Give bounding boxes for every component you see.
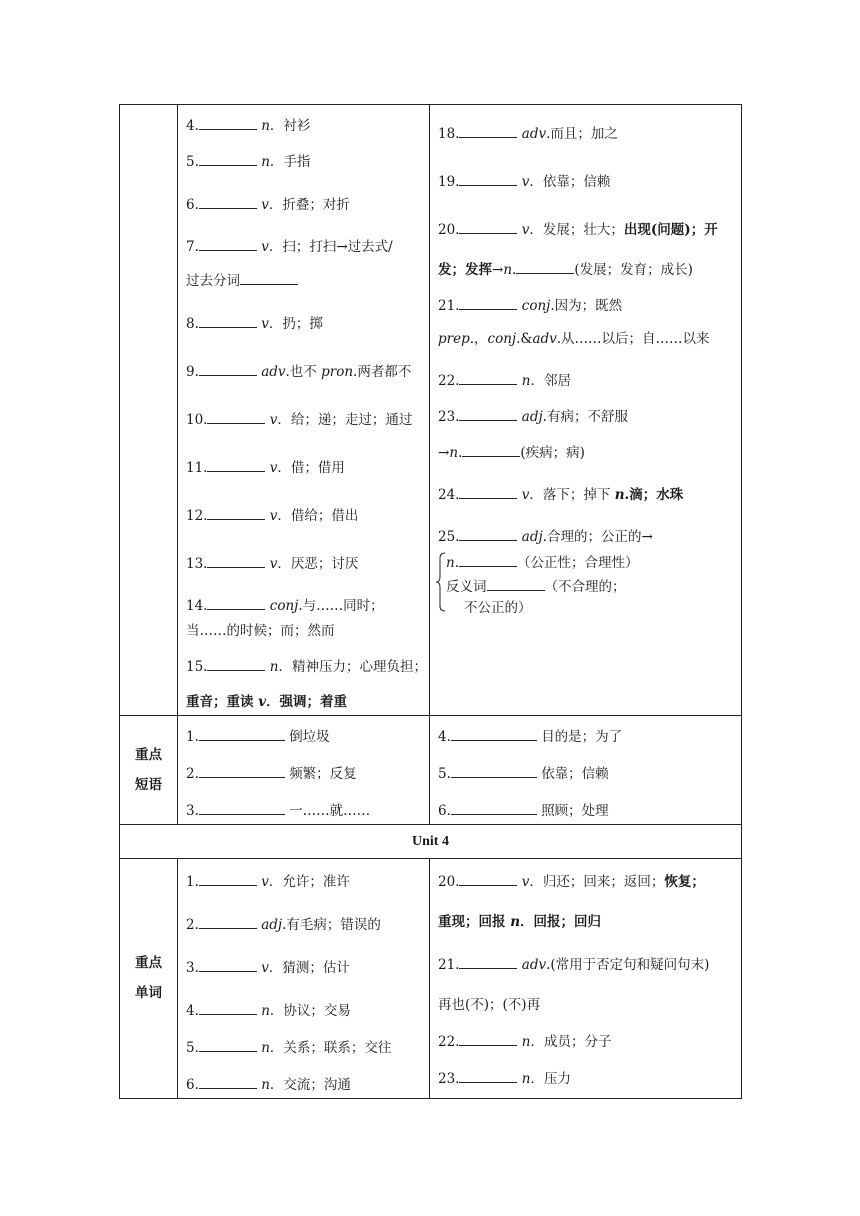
list-item: 9. adv.也不 pron.两者都不 [186,361,423,381]
list-item: 24. v．落下；掉下 n.滴；水珠 [438,484,735,504]
list-item: 3. v．猜测；估计 [186,957,423,977]
list-item: 5. n．手指 [186,151,423,171]
list-item: 22. n．邻居 [438,370,735,390]
brace-line-2: 反义词 （不合理的； [446,576,735,596]
unit3-phrases-right [430,716,742,825]
unit4-words-row [120,859,742,1099]
derivation-brace-group [438,552,735,617]
unit4-words-left [178,859,430,1099]
list-item: 12. v．借给；借出 [186,505,423,525]
list-item: 13. v．厌恶；讨厌 [186,553,423,573]
unit4-header-row [120,825,742,859]
unit3-words-right [430,105,742,716]
list-item: 4. n．衬衫 [186,115,423,135]
unit4-words-label: 重点单词 [120,859,178,1099]
list-item: 3. 一……就…… [186,800,423,820]
unit3-phrases-row [120,716,742,825]
list-item: 5. n．关系；联系；交往 [186,1037,423,1057]
list-item: 11. v．借；借用 [186,457,423,477]
list-item: 10. v．给；递；走过；通过 [186,409,423,429]
list-item-continuation: 再也(不)；(不)再 [438,997,541,1013]
unit3-words-left [178,105,430,716]
list-item: 23. adj.有病；不舒服 [438,406,735,426]
list-item: 19. v．依靠；信赖 [438,171,735,191]
brace-line-3: 不公正的） [464,600,532,616]
list-item-continuation: 重音；重读 v．强调；着重 [186,694,348,710]
unit3-phrases-label: 重点短语 [120,716,178,825]
list-item: 7. v．扫；打扫→过去式/ [186,236,423,256]
list-item: 2. adj.有毛病；错误的 [186,914,423,934]
list-item: 14. conj.与……同时； [186,595,423,615]
list-item: 21. adv.(常用于否定句和疑问句末) [438,954,735,974]
list-item-continuation: 过去分词 [186,270,423,290]
list-item: 25. adj.合理的；公正的→ [438,526,735,546]
list-item: 8. v．扔；掷 [186,313,423,333]
list-item-continuation: 重现；回报 n．回报；回归 [438,914,602,930]
unit4-title: Unit 4 [120,825,742,859]
unit3-words-label-cell [120,105,178,716]
list-item: 22. n．成员；分子 [438,1031,735,1051]
list-item: 4. n．协议；交易 [186,1000,423,1020]
list-item-continuation: prep.，conj.&adv.从……以后；自……以来 [438,331,710,347]
list-item-continuation: 当……的时候；而；然而 [186,623,335,639]
list-item: 4. 目的是；为了 [438,726,735,746]
list-item: 5. 依靠；信赖 [438,763,735,783]
list-item: 6. 照顾；处理 [438,800,735,820]
unit3-phrases-left [178,716,430,825]
brace-line-1: n. （公正性；合理性） [446,552,735,572]
list-item: 18. adv.而且；加之 [438,123,735,143]
list-item: 20. v．归还；回来；返回；恢复； [438,871,735,891]
list-item: 21. conj.因为；既然 [438,295,735,315]
list-item: 23. n．压力 [438,1068,735,1088]
left-brace-icon [436,552,446,612]
vocabulary-table [119,104,742,1099]
list-item: 2. 频繁；反复 [186,763,423,783]
list-item: 15. n．精神压力；心理负担； [186,656,423,676]
list-item-continuation: →n. (疾病；病) [438,442,735,462]
list-item: 1. v．允许；准许 [186,871,423,891]
list-item-continuation: 发；发挥→n. (发展；发育；成长) [438,259,735,279]
list-item: 20. v．发展；壮大；出现(问题)；开 [438,219,735,239]
list-item: 1. 倒垃圾 [186,726,423,746]
unit3-words-row [120,105,742,716]
unit4-words-right [430,859,742,1099]
list-item: 6. v．折叠；对折 [186,194,423,214]
list-item: 6. n．交流；沟通 [186,1074,423,1094]
